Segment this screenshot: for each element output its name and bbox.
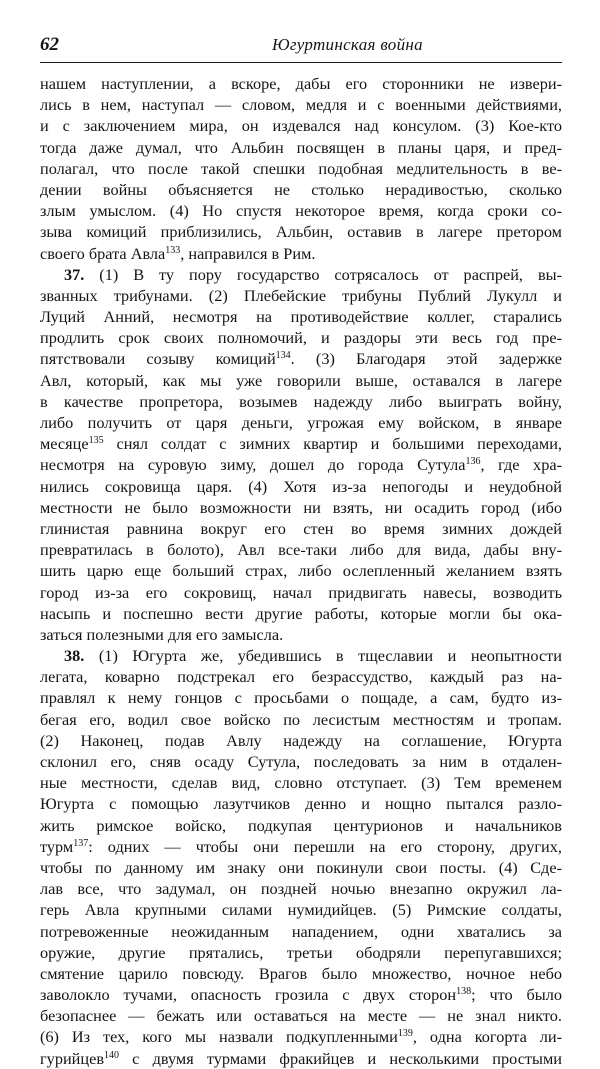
line-text: город из-за его сокровищ, начал придвигать навесы, возводить [40,582,562,602]
line-text: зыва комиций приблизились, Альбин, оставив в лагере претором [40,222,562,242]
text-line [40,285,562,306]
line-text: тогда даже думал, что Альбин посвящен в планы царя, и пред- [40,137,562,157]
text-line [40,327,562,348]
text-line [40,243,562,264]
text-line [40,73,562,94]
text-line [40,836,562,857]
line-text: либо получить от царя деньги, угрожая ему войском, в январе [40,413,562,432]
line-text-continued: . (3) Благодаря этой задержке [290,349,562,369]
text-line [40,412,562,433]
line-text: насыпь и поспешно вести другие работы, которые могли бы ока- [40,603,562,623]
text-line [40,264,562,285]
line-text: глинистая равнина вокруг его стен во время зимних дождей [40,518,562,538]
text-line [40,391,562,412]
chapter-number: 37. [64,264,85,284]
line-text-continued: ; что было [471,985,562,1005]
line-text: бегая его, водил свое войско по лесистым местностям и тропам. [40,709,562,729]
text-line [40,560,562,581]
text-line [40,518,562,539]
line-text-continued: , направился в Рим. [180,243,316,263]
line-text-continued: , одна когорта ли- [412,1027,562,1047]
line-text: чтобы по данному им знаку они покинули свои посты. (4) Сде- [40,857,562,877]
text-line [40,221,562,242]
line-text: шить царю еще больший страх, либо ослепленный желанием взять [40,561,562,581]
text-line [40,666,562,687]
text-line [40,963,562,984]
line-text: (6) Из тех, кого мы назвали подкупленными [40,1027,398,1047]
text-line [40,539,562,560]
line-text: нились сокровища царя. (4) Хотя из-за непогоды и неудобной [40,476,562,496]
text-line [40,730,562,751]
text-line [40,984,562,1005]
text-line [40,603,562,624]
line-text: пятствовали созыву комиций [40,349,276,369]
text-line [40,137,562,158]
text-line [40,793,562,814]
line-text: лись в нем, наступал — словом, медля и с военными действиями, [40,95,562,115]
line-text: званных трибунами. (2) Плебейские трибуны Публий Лукулл и [40,285,562,305]
text-line [40,94,562,115]
line-text: легата, коварно подстрекал его безрассудство, каждый раз на- [40,667,562,687]
footnote-ref[interactable]: 133 [165,244,181,256]
line-text: своего брата Авла [40,243,166,263]
line-text: (1) В ту пору государство сотрясалось от распрей, вы- [84,264,562,284]
text-line [40,1048,562,1069]
line-text: (1) Югурта же, убедившись в тщеславии и неопытности [84,646,562,666]
line-text: Луций Анний, несмотря на противодействие коллег, старались [40,307,562,327]
text-line [40,1005,562,1026]
footnote-ref[interactable]: 137 [73,837,89,849]
footnote-ref[interactable]: 139 [397,1028,413,1040]
text-line [40,179,562,200]
footnote-ref[interactable]: 135 [88,435,104,447]
line-text: дении войны объясняется не столько нерадивостью, сколько [40,179,562,199]
line-text: превратилась в болото), Авл все-таки либо для вида, дабы вну- [40,540,562,560]
page-header [40,34,562,56]
text-line [40,306,562,327]
line-text: герь Авла крупными силами нумидийцев. (5) Римские солдаты, [40,900,562,920]
text-line [40,645,562,666]
line-text: правлял к нему гонцов с просьбами о пощаде, а сам, будто из- [40,688,562,708]
text-line [40,772,562,793]
footnote-ref[interactable]: 138 [456,986,472,998]
line-text-continued: с двумя турмами фракийцев и несколькими простыми [119,1048,562,1068]
text-line [40,878,562,899]
line-text-continued: : одних — чтобы они перешли на его сторону, других, [88,836,562,856]
line-text: безопаснее — бежать или оставаться на месте — не знал никто. [40,1006,562,1026]
line-text-continued: , где хра- [480,455,562,475]
text-line [40,454,562,475]
text-line [40,751,562,772]
line-text: Авл, который, как мы уже говорили выше, оставался в лагере [40,370,562,390]
text-line [40,497,562,518]
line-text: месяце [40,434,89,454]
line-text: нашем наступлении, а вскоре, дабы его сторонники не извери- [40,74,562,93]
footnote-ref[interactable]: 136 [465,456,481,468]
text-line [40,582,562,603]
text-line [40,709,562,730]
text-line [40,476,562,497]
text-line [40,942,562,963]
line-text: потревоженные неожиданным нападением, одни хватались за [40,921,562,941]
footnote-ref[interactable]: 134 [275,350,291,362]
line-text: (2) Наконец, подав Авлу надежду на соглашение, Югурта [40,730,562,750]
line-text: заться полезными для его замысла. [40,624,284,644]
text-line [40,815,562,836]
line-text: продлить срок своих полномочий, и раздоры эти весь год пре- [40,328,562,348]
text-line [40,624,562,645]
page-number: 62 [40,34,59,55]
line-text: турм [40,836,74,856]
footnote-ref[interactable]: 140 [104,1049,120,1061]
line-text: лав все, что задумал, он поздней ночью внезапно окружил ла- [40,879,562,899]
line-text: Югурта с помощью лазутчиков денно и нощно пытался разло- [40,794,562,814]
text-line [40,857,562,878]
text-line [40,158,562,179]
text-line [40,433,562,454]
line-text: заволокло тучами, опасность грозила с двух сторон [40,985,457,1005]
line-text: местности не было возможности ни взять, ни осадить город (ибо [40,497,562,517]
line-text: злым умыслом. (4) Но спустя некоторое время, когда сроки со- [40,201,562,221]
line-text: склонил его, сняв осаду Сутула, последовать за ним в отдален- [40,752,562,771]
text-line [40,687,562,708]
line-text: в качестве пропретора, возымев надежду либо выиграть войну, [40,391,562,411]
line-text: и с заключением мира, он издевался над консулом. (3) Кое-кто [40,116,562,136]
line-text: оружие, другие прятались, третьи ободряли перепугавшихся; [40,942,562,962]
text-line [40,1026,562,1047]
line-text: смятение царило повсюду. Врагов было множество, ночное небо [40,963,562,983]
line-text: жить римское войско, подкупая центурионов и начальников [40,815,562,835]
header-rule [40,62,562,63]
text-line [40,348,562,369]
text-line [40,200,562,221]
running-title: Югуртинская война [272,35,423,54]
line-text: гурийцев [40,1048,105,1068]
text-line [40,899,562,920]
line-text: ные местности, сделав вид, словно отступает. (3) Тем временем [40,773,562,793]
text-line [40,115,562,136]
body-text [40,73,562,1069]
line-text: несмотря на суровую зиму, дошел до города Сутула [40,455,466,475]
line-text-continued: снял солдат с зимних квартир и большими переходами, [103,434,562,454]
text-line [40,370,562,391]
chapter-number: 38. [64,646,85,666]
text-line [40,921,562,942]
line-text: полагал, что после такой спешки подобная медлительность в ве- [40,158,562,178]
